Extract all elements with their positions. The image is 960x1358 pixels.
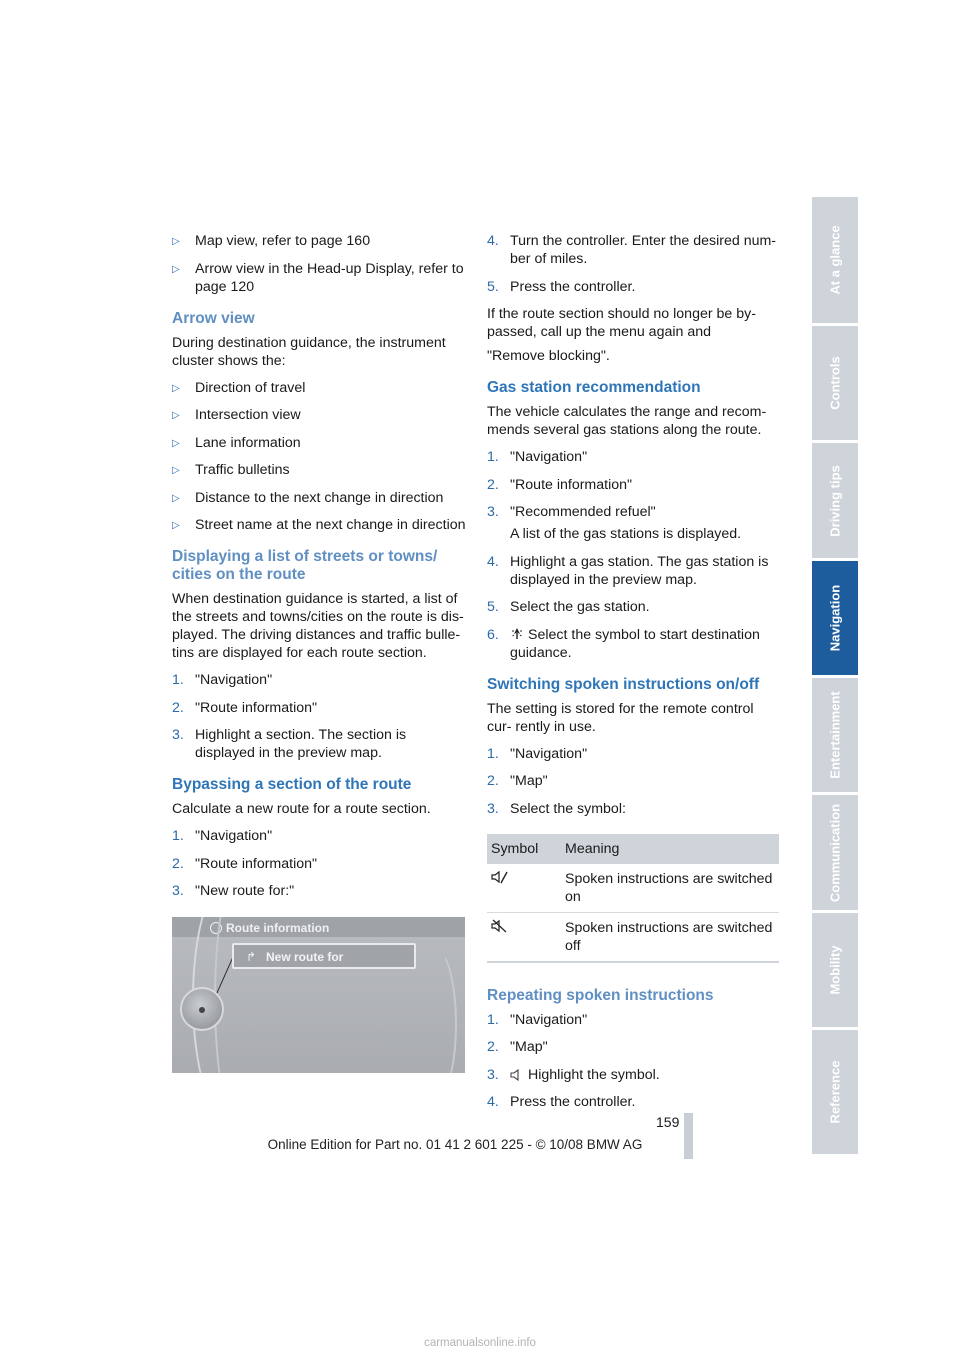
tab-navigation[interactable]: Navigation (812, 561, 858, 675)
screen-curve (413, 947, 457, 1073)
paragraph: During destination guidance, the instrument cluster shows the: (172, 334, 446, 369)
section-heading-list-streets: Displaying a list of streets or towns/ cities on the route (172, 548, 438, 583)
section-heading-bypass: Bypassing a section of the route (172, 776, 412, 793)
paragraph: Calculate a new route for a route section. (172, 801, 431, 817)
step-item: 3. "New route for:" (172, 883, 295, 899)
step-item: 4. Turn the controller. Enter the desired num- ber of miles. (487, 233, 777, 267)
tab-mobility[interactable]: Mobility (812, 913, 858, 1027)
section-heading-arrow-view: Arrow view (172, 309, 255, 327)
paragraph: The setting is stored for the remote control cur- rently in use. (487, 700, 754, 735)
watermark: carmanualsonline.info (424, 1337, 536, 1349)
table-row (487, 864, 779, 913)
screen-header: Route information (172, 917, 465, 937)
section-heading-spoken: Switching spoken instructions on/off (487, 675, 760, 693)
section-heading-repeating: Repeating spoken instructions (487, 986, 714, 1004)
table-cell: Spoken instructions are switched on (561, 864, 779, 913)
step-item: 1. "Navigation" (172, 672, 273, 688)
step-item: 5. Press the controller. (487, 278, 636, 295)
step-item: 3. Highlight the symbol. (487, 1066, 660, 1083)
right-column (487, 232, 779, 1121)
step-item: 2. "Route information" (172, 855, 318, 872)
speaker-icon (510, 1069, 524, 1081)
controller-knob-icon (180, 987, 224, 1031)
list-item: ▷ Direction of travel (172, 379, 306, 396)
step-item: 6. Select the symbol to start destination guidance. (487, 626, 760, 661)
step-item: 1. "Navigation" (487, 1011, 588, 1028)
tab-controls[interactable]: Controls (812, 326, 858, 440)
step-item: 2. "Map" (487, 1039, 548, 1055)
list-item: ▷ Lane information (172, 434, 301, 451)
tab-at-a-glance[interactable]: At a glance (812, 197, 858, 323)
symbol-table (487, 834, 779, 963)
step-item: 4. Press the controller. (487, 1094, 636, 1110)
list-item: ▷ Intersection view (172, 407, 301, 423)
list-item: ▷ Distance to the next change in direction (172, 489, 444, 506)
table-cell: Spoken instructions are switched off (561, 912, 779, 962)
column-header: Symbol (487, 834, 561, 864)
paragraph: When destination guidance is started, a list of the streets and towns/cities on the route is dis- played. The driving distances and traffic bulle- tins are displayed for each route section. (172, 591, 464, 661)
list-item: ▷ Street name at the next change in direction (172, 517, 466, 533)
list-item: ▷ Traffic bulletins (172, 462, 290, 478)
tab-reference[interactable]: Reference (812, 1030, 858, 1154)
column-header: Meaning (561, 834, 779, 864)
page-number-bar (684, 1113, 693, 1159)
paragraph: "Remove blocking". (487, 348, 610, 364)
step-item: 1. "Navigation" (487, 449, 588, 465)
start-guidance-icon (510, 627, 524, 641)
paragraph: If the route section should no longer be by- passed, call up the menu again and (487, 306, 756, 340)
step-item: 1. "Navigation" (487, 745, 588, 762)
tab-communication[interactable]: Communication (812, 795, 858, 910)
table-row (487, 912, 779, 962)
step-item: 2. "Map" (487, 773, 548, 789)
speaker-off-icon (491, 919, 509, 933)
speaker-on-icon (491, 870, 509, 884)
step-item: 2. "Route information" (172, 699, 318, 716)
list-item: ▷ Map view, refer to page 160 (172, 233, 371, 249)
route-information-screenshot (172, 917, 465, 1073)
step-item: 3. Highlight a section. The section is displayed in the preview map. (172, 727, 407, 761)
paragraph: The vehicle calculates the range and recom- mends several gas stations along the route. (487, 404, 767, 438)
list-item: ▷ Arrow view in the Head-up Display, refer to page 120 (172, 260, 464, 295)
selected-menu-item: ↱ New route for (232, 943, 416, 969)
chapter-tabs (812, 197, 858, 1157)
tab-entertainment[interactable]: Entertainment (812, 678, 858, 792)
new-route-icon: ↱ (246, 950, 257, 964)
step-item: 1. "Navigation" (172, 828, 273, 844)
step-item: 3. Select the symbol: (487, 800, 626, 817)
page-number: 159 (656, 1114, 680, 1130)
footer-text: Online Edition for Part no. 01 41 2 601 225 - © 10/08 BMW AG (267, 1137, 643, 1152)
step-item: 5. Select the gas station. (487, 599, 650, 615)
tab-driving-tips[interactable]: Driving tips (812, 443, 858, 558)
step-item: 4. Highlight a gas station. The gas station is displayed in the preview map. (487, 553, 769, 588)
left-column (172, 232, 466, 1073)
step-item: 2. "Route information" (487, 476, 633, 493)
step-item: 3. "Recommended refuel" A list of the gas stations is displayed. (487, 504, 742, 542)
section-heading-gas-station: Gas station recommendation (487, 379, 701, 396)
table-header-row (487, 834, 779, 864)
